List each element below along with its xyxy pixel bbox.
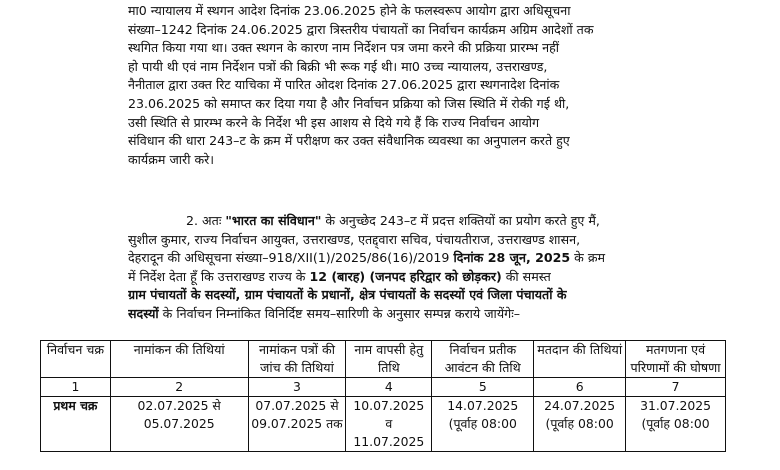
text-fragment: में निर्देश देता हूँ कि उत्तराखण्ड राज्य के [128,268,310,284]
text-line [128,212,724,231]
text-line: हो पायी थी एवं नाम निर्देशन पत्रों की बिक्री भी रूक गई थी। मा0 उच्च न्यायालय, उत्तराखण्ड, [128,58,548,74]
text-fragment: की समस्त [501,268,551,284]
text-fragment: 2. अतः [186,213,226,228]
text-line: नैनीताल द्वारा उक्त रिट याचिका में पारित ओदश दिनांक 27.06.2025 द्वारा स्थगनादेश दिनांक [128,77,560,93]
text-line [128,249,724,268]
cycle-cell [41,397,111,452]
text-fragment: के निर्वाचन निम्नांकित विनिर्दिष्ट समय–सारिणी के अनुसार सम्पन्न कराये जायेंगेः– [158,305,521,321]
column-number: 7 [626,378,726,397]
table-header-cell: मतगणना एवं परिणामों की घोषणा [626,341,726,378]
district-count: 12 (बारह) (जनपद हरिद्वार को छोड़कर) [309,268,502,284]
table-header-cell: मतदान की तिथियां [534,341,626,378]
table-row [41,397,726,452]
text-line: कार्यक्रम जारी करे। [128,151,215,167]
table-header-cell: नाम वापसी हेतु तिथि [346,341,432,378]
text-line [128,268,724,287]
paragraph-2 [128,212,724,324]
election-schedule-table [40,340,726,452]
withdrawal-date-cell: 10.07.2025 व 11.07.2025 [346,397,432,452]
column-number: 3 [248,378,346,397]
text-fragment: के अनुच्छेद 243–ट में प्रदत्त शक्तियों का प्रयोग करते हुए मैं, [321,213,600,228]
text-fragment: के क्रम [570,250,606,266]
column-number: 6 [534,378,626,397]
text-line: स्थगित किया गया था। उक्त स्थगन के कारण नाम निर्देशन पत्र जमा करने की प्रक्रिया प्रारम्भ नहीं [128,40,560,56]
text-line: उसी स्थिति से प्रारम्भ करने के निर्देश भी इस आशय से दिये गये हैं कि राज्य निर्वाचन आयोग [128,114,540,130]
column-number: 1 [41,378,111,397]
symbol-allotment-cell: 14.07.2025 (पूर्वाह 08:00 [432,397,534,452]
column-number: 4 [346,378,432,397]
nomination-dates-cell: 02.07.2025 से 05.07.2025 [110,397,248,452]
scrutiny-dates-cell: 07.07.2025 से 09.07.2025 तक [248,397,346,452]
column-number-row [41,378,726,397]
constitution-title: "भारत का संविधान" [225,213,322,228]
counting-date-cell: 31.07.2025 (पूर्वाह 08:00 [626,397,726,452]
paragraph-1 [128,2,724,169]
text-line: संख्या–1242 दिनांक 24.06.2025 द्वारा त्रिस्तरीय पंचायतों का निर्वाचन कार्यक्रम अग्रिम आदेशों तक [128,21,594,37]
bold-text: सदस्यों [128,305,159,321]
table-header-cell: नामांकन की तिथियां [110,341,248,378]
table-header-row [41,341,726,378]
text-line: मा0 न्यायालय में स्थगन आदेश दिनांक 23.06.2025 होने के फलस्वरूप आयोग द्वारा अधिसूचना [128,3,571,18]
text-line [128,305,724,324]
table-header-cell: नामांकन पत्रों की जांच की तिथियां [248,341,346,378]
notification-date: दिनांक 28 जून, 2025 [453,250,571,266]
column-number: 5 [432,378,534,397]
bold-text: ग्राम पंचायतों के सदस्यों, ग्राम पंचायतों के प्रधानों, क्षेत्र पंचायतों के सदस्यों एवं जिला पंचायतों के [128,287,567,303]
polling-date-cell: 24.07.2025 (पूर्वाह 08:00 [534,397,626,452]
text-fragment: देहरादून की अधिसूचना संख्या–918/XII(1)/2025/86(16)/2019 [128,250,454,266]
text-line: संविधान की धारा 243–ट के क्रम में परीक्षण कर उक्त संवैधानिक व्यवस्था का अनुपालन करते हुए [128,133,570,149]
column-number: 2 [110,378,248,397]
text-line: 23.06.2025 को समाप्त कर दिया गया है और निर्वाचन प्रक्रिया को जिस स्थिति में रोकी गई थी, [128,95,570,111]
cycle-label: प्रथम चक्र [53,398,98,413]
text-line [128,286,724,305]
table-header-cell: निर्वाचन प्रतीक आवंटन की तिथि [432,341,534,378]
table-header-cell: निर्वाचन चक्र [41,341,111,378]
text-line: सुशील कुमार, राज्य निर्वाचन आयुक्त, उत्तराखण्ड, एतद्द्वारा सचिव, पंचायतीराज, उत्तराखण्ड शासन, [128,231,581,247]
